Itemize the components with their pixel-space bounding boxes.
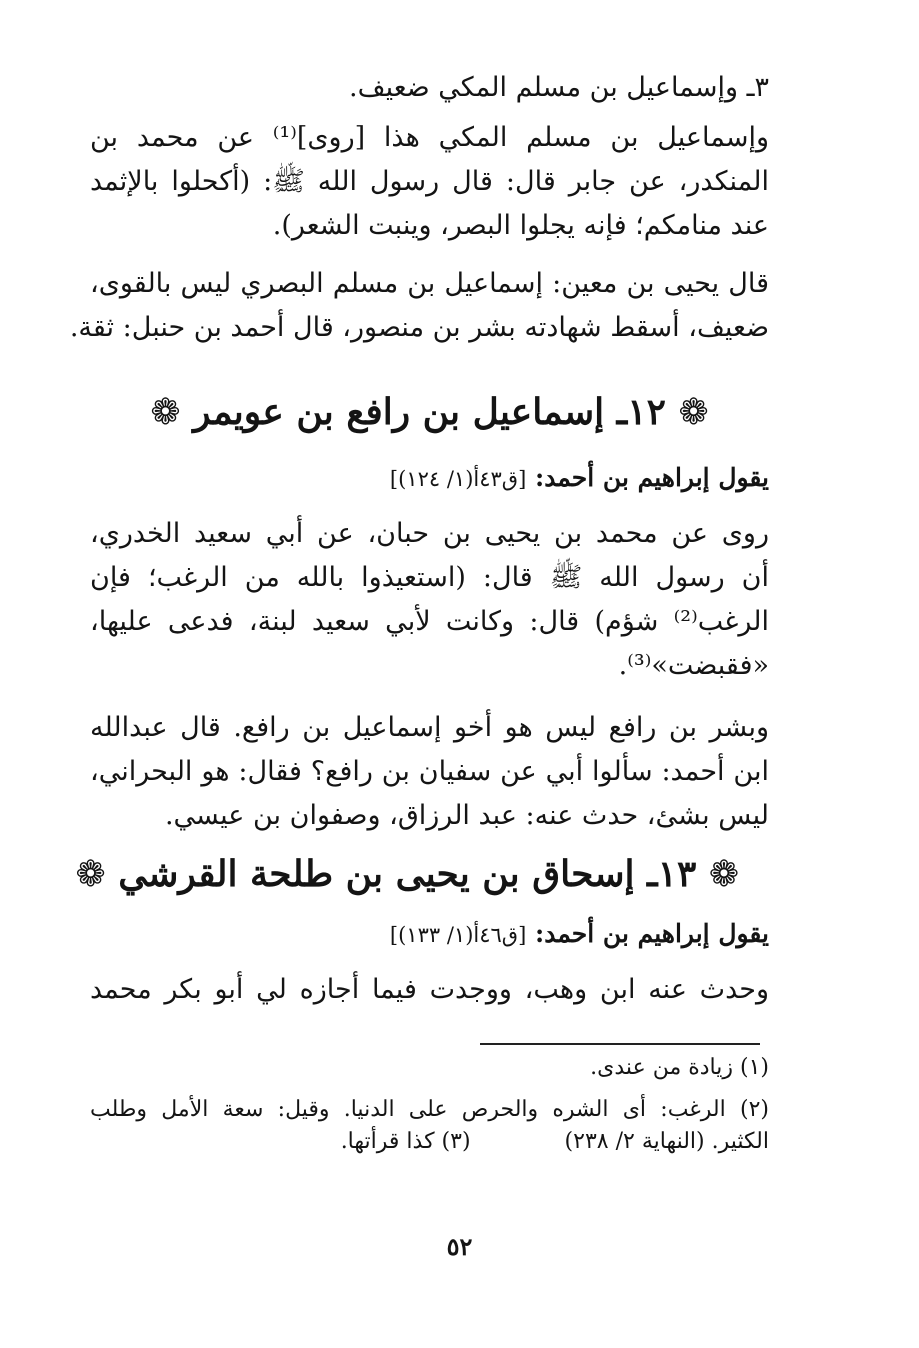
footnote-1: (١) زيادة من عندى. [590, 1055, 769, 1080]
text-line: «فقبضت»⁽³⁾. [618, 650, 769, 681]
footnote-2: (٢) الرغب: أى الشره والحرص على الدنيا. وقيل: سعة الأمل وطلب [90, 1097, 769, 1122]
text-line: ليس بشئ، حدث عنه: عبد الرزاق، وصفوان بن عيسي. [164, 800, 769, 831]
text-line: ٣ـ وإسماعيل بن مسلم المكي ضعيف. [349, 72, 769, 103]
ornament-icon: ❁ [708, 854, 739, 895]
text-line: وحدث عنه ابن وهب، ووجدت فيما أجازه لي أبو بكر محمد [90, 974, 769, 1005]
footnote-2-tail: الكثير. (النهاية ٢/ ٢٣٨) [564, 1129, 769, 1154]
text-line: وإسماعيل بن مسلم المكي هذا [روى]⁽¹⁾ عن محمد بن [90, 122, 769, 153]
entry-12-heading [120, 384, 739, 441]
entry-13-title: ١٣ـ إسحاق بن يحيى بن طلحة القرشي [118, 853, 697, 895]
footnote-2-continued [90, 1126, 769, 1158]
ornament-icon: ❁ [150, 392, 181, 433]
entry-13-heading [75, 846, 739, 903]
text-line: ضعيف، أسقط شهادته بشر بن منصور، قال أحمد بن حنبل: ثقة. [69, 312, 769, 343]
footnotes [90, 1052, 769, 1158]
entry-13-body [90, 968, 769, 1012]
footnote-divider [480, 1043, 760, 1045]
entry-13-subheading [90, 914, 769, 955]
entry-12-subheading [90, 458, 769, 499]
narrator-label: يقول إبراهيم بن أحمد: [535, 919, 769, 948]
text-line: قال يحيى بن معين: إسماعيل بن مسلم البصري ليس بالقوى، [90, 268, 769, 299]
page-number: ٥٢ [446, 1232, 473, 1261]
footnote-3: (٣) كذا قرأتها. [340, 1129, 471, 1154]
manuscript-reference: [ق٤٦أ(١/ ١٣٣)] [389, 923, 527, 947]
text-line: روى عن محمد بن يحيى بن حبان، عن أبي سعيد الخدري، [90, 518, 769, 549]
text-line: عند منامكم؛ فإنه يجلوا البصر، وينبت الشعر). [272, 210, 769, 241]
ornament-icon: ❁ [75, 854, 106, 895]
entry-12-title: ١٢ـ إسماعيل بن رافع بن عويمر [193, 391, 666, 433]
narrator-label: يقول إبراهيم بن أحمد: [535, 463, 769, 492]
text-line: الرغب⁽²⁾ شؤم) قال: وكانت لأبي سعيد لبنة، فدعى عليها، [90, 606, 769, 637]
text-line: ابن أحمد: سألوا أبي عن سفيان بن رافع؟ فقال: هو البحراني، [90, 756, 769, 787]
section-isma-il-bin-muslim [69, 66, 769, 350]
ornament-icon: ❁ [678, 392, 709, 433]
text-line: وبشر بن رافع ليس هو أخو إسماعيل بن رافع. قال عبدالله [90, 712, 769, 743]
text-line: أن رسول الله ﷺ قال: (استعيذوا بالله من الرغب؛ فإن [90, 562, 769, 593]
entry-12-body [90, 512, 769, 838]
text-line: المنكدر، عن جابر قال: قال رسول الله ﷺ: (أكحلوا بالإثمد [90, 166, 769, 197]
manuscript-reference: [ق٤٣أ(١/ ١٢٤)] [389, 467, 527, 491]
